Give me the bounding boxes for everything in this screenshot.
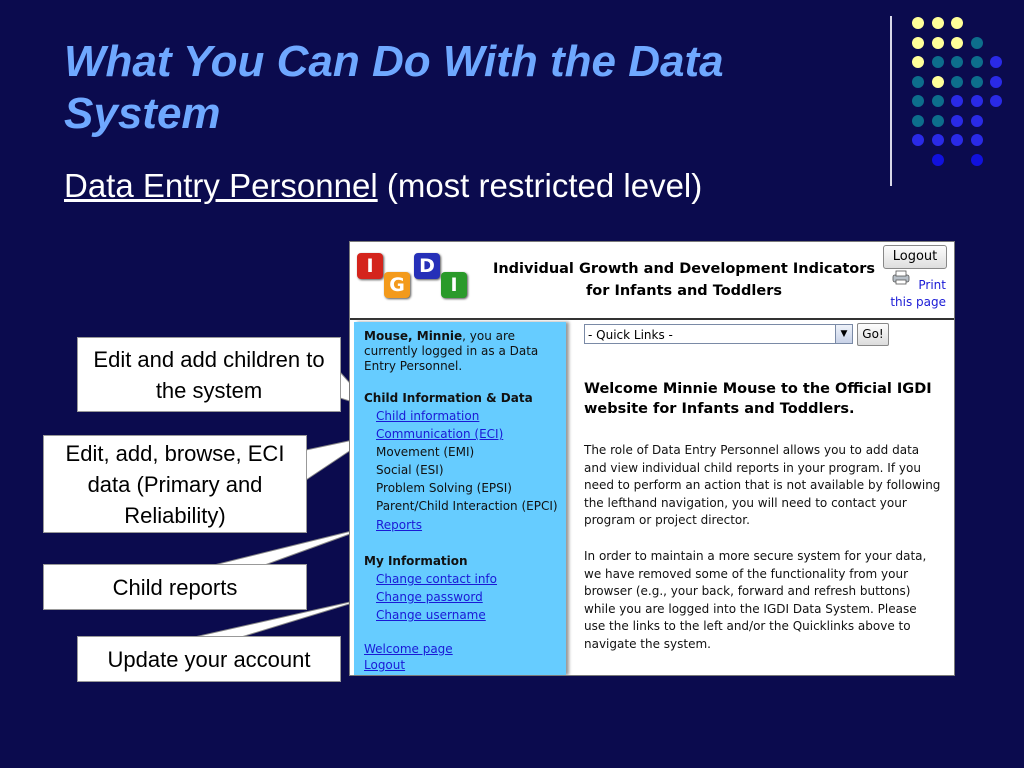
site-title-line1: Individual Growth and Development Indicators <box>492 261 876 277</box>
site-header <box>350 242 954 318</box>
para1-line: The role of Data Entry Personnel allows you to add data <box>584 443 920 457</box>
section-my-information: My Information <box>364 554 468 568</box>
quick-links-select[interactable] <box>584 324 853 344</box>
sidebar-item-logout[interactable]: Logout <box>364 658 406 672</box>
user-line3: Entry Personnel. <box>364 359 463 373</box>
logo-letter-g: G <box>384 272 410 298</box>
sidebar-item-welcome-page[interactable]: Welcome page <box>364 642 453 656</box>
para1-line: the lefthand navigation, you will need to contact your <box>584 495 907 510</box>
para1-line: need to perform an action that is not available by following <box>584 478 941 492</box>
sidebar-item-movement-emi: Movement (EMI) <box>376 445 475 459</box>
sidebar-item-child-information[interactable]: Child information <box>376 409 480 423</box>
sidebar-item-social-esi: Social (ESI) <box>376 463 444 477</box>
para2-line: browser (e.g., your back, forward and refresh buttons) <box>584 584 911 598</box>
sidebar-item-change-password[interactable]: Change password <box>376 590 483 604</box>
user-line2: currently logged in as a Data <box>364 344 539 358</box>
callout-eci-data <box>43 435 307 533</box>
site-title <box>484 258 884 302</box>
sidebar-item-change-username[interactable]: Change username <box>376 608 486 622</box>
callout-text: Update your account <box>107 646 311 672</box>
callout-text: Edit, add, browse, ECI data (Primary and Reliability) <box>65 440 285 528</box>
sidebar <box>354 322 566 675</box>
logo-letter-i2: I <box>441 272 467 298</box>
sidebar-item-problem-solving-epsi: Problem Solving (EPSI) <box>376 481 512 495</box>
para2-line: while you are logged into the IGDI Data System. Please <box>584 601 917 616</box>
user-line1-rest: , you are <box>462 329 516 343</box>
chevron-down-icon[interactable]: ▼ <box>835 325 852 343</box>
subtitle-role: Data Entry Personnel <box>64 167 378 204</box>
role-description <box>584 442 946 530</box>
go-button[interactable]: Go! <box>857 323 889 346</box>
para2-line: navigate the system. <box>584 636 711 651</box>
callout-child-reports <box>43 564 307 610</box>
print-line2: this page <box>890 295 946 309</box>
sidebar-item-parent-child-epci: Parent/Child Interaction (EPCI) <box>376 499 558 513</box>
logout-button[interactable]: Logout <box>883 245 947 269</box>
callout-update-account <box>77 636 341 682</box>
user-name: Mouse, Minnie <box>364 329 463 343</box>
para2-line: In order to maintain a more secure system for your data, <box>584 549 927 563</box>
print-line1: Print <box>918 278 946 292</box>
welcome-heading-line2: website for Infants and Toddlers. <box>584 401 855 417</box>
quick-links-value: - Quick Links - <box>588 328 673 342</box>
igdi-screenshot <box>349 241 955 676</box>
logo-letter-i: I <box>357 253 383 279</box>
welcome-heading-line1: Welcome Minnie Mouse to the Official IGDI <box>584 381 932 397</box>
para1-line: program or project director. <box>584 513 750 527</box>
site-title-line2: for Infants and Toddlers <box>585 283 783 299</box>
sidebar-item-reports[interactable]: Reports <box>376 518 423 532</box>
sidebar-item-change-contact-info[interactable]: Change contact info <box>376 572 497 586</box>
logged-in-info <box>364 327 538 375</box>
logo-letter-d: D <box>414 253 440 279</box>
callout-text: Child reports <box>112 574 238 600</box>
welcome-heading <box>584 379 944 419</box>
para2-line: use the links to the left and/or the Quicklinks above to <box>584 619 911 633</box>
callout-text: Edit and add children to the system <box>93 346 325 403</box>
header-divider <box>350 318 954 320</box>
callout-edit-children <box>77 337 341 412</box>
sidebar-item-communication-eci[interactable]: Communication (ECI) <box>376 427 504 441</box>
section-child-info: Child Information & Data <box>364 391 533 405</box>
print-page-link[interactable] <box>886 277 946 311</box>
para2-line: we have removed some of the functionality from your <box>584 566 909 581</box>
para1-line: and view individual child reports in your program. If you <box>584 460 921 475</box>
security-note <box>584 548 946 653</box>
slide-title: What You Can Do With the Data System <box>64 37 724 138</box>
subtitle-level: (most restricted level) <box>377 167 703 204</box>
